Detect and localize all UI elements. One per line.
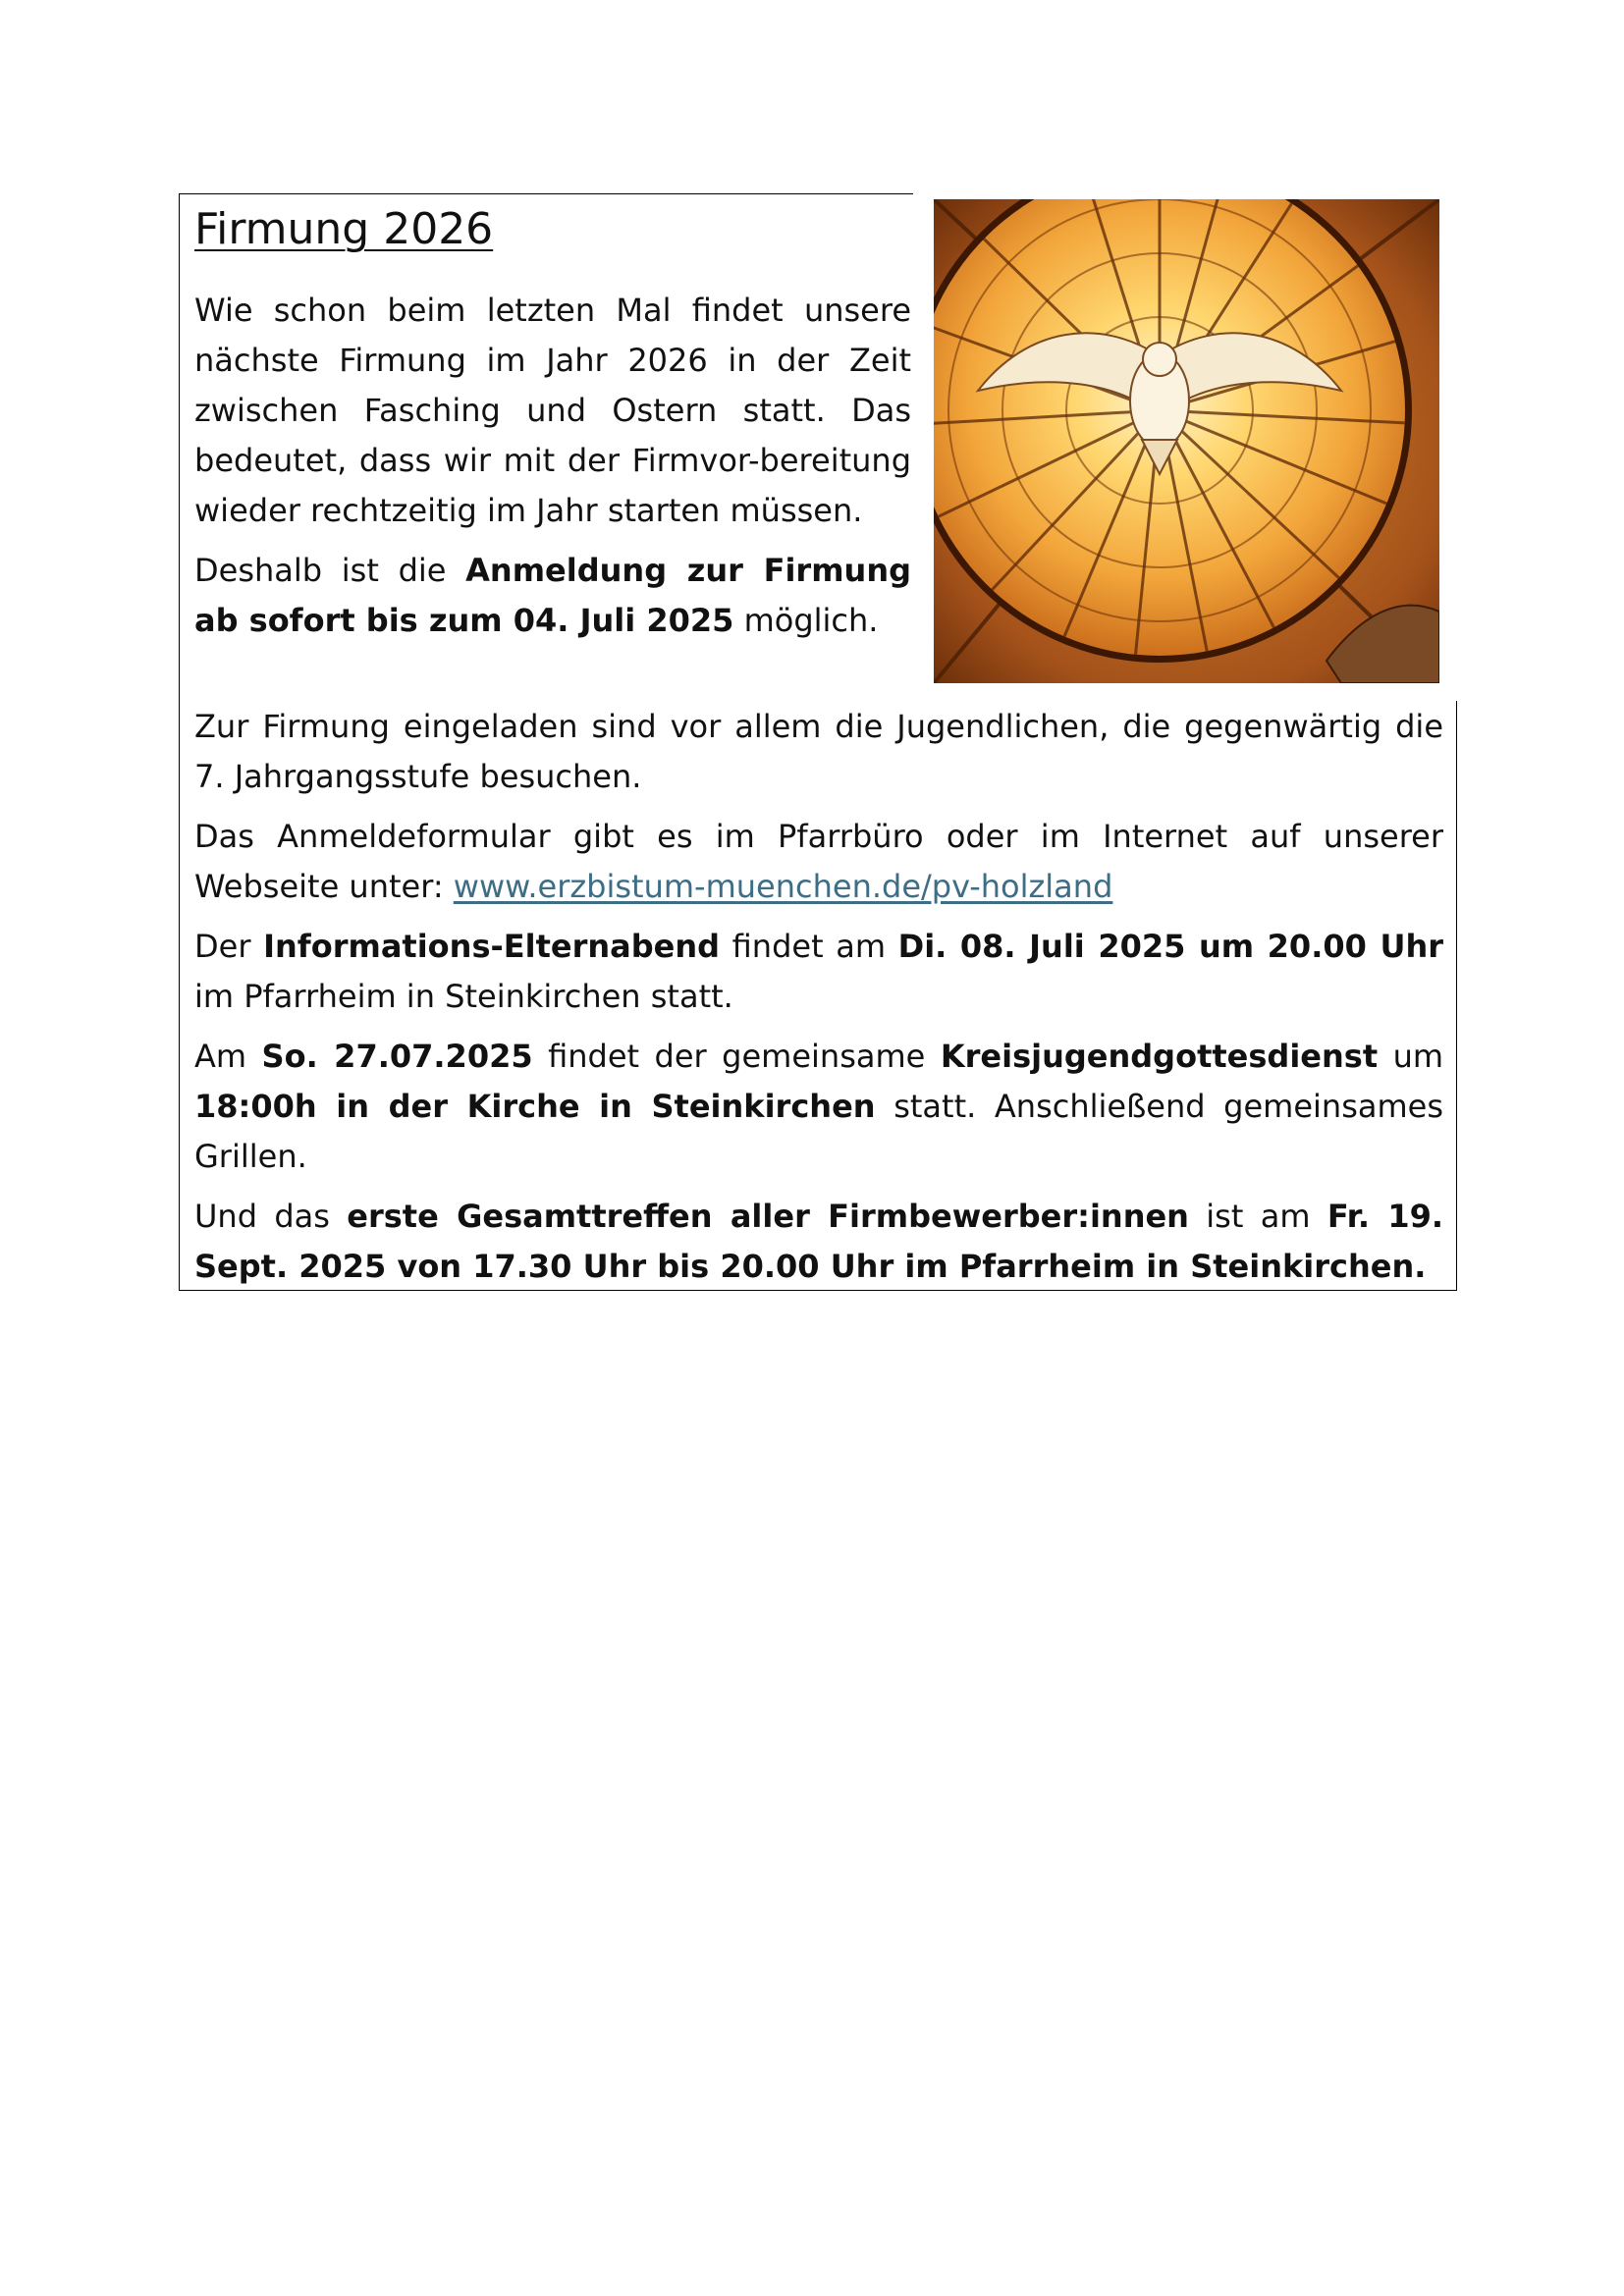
website-link[interactable]: www.erzbistum-muenchen.de/pv-holzland [453, 868, 1113, 905]
frame-left-border [179, 193, 180, 1291]
meeting-text-mid: ist am [1188, 1198, 1327, 1235]
frame-right-border [1456, 701, 1457, 1291]
service-name: Kreisjugendgottesdienst [940, 1038, 1379, 1075]
registration-deadline: Anmeldung zur Firmung ab sofort bis zum 04. Juli 2025 [194, 552, 912, 639]
form-text: Das Anmeldeformular gibt es im Pfarrbüro oder im Internet auf unserer Webseite unter: [194, 818, 1443, 905]
frame-top-border [179, 193, 913, 194]
parents-text: Der [194, 928, 264, 965]
service-text: Am [194, 1038, 262, 1075]
details-column [194, 702, 1443, 1302]
service-date: So. 27.07.2025 [261, 1038, 533, 1075]
registration-text-end: möglich. [733, 602, 879, 639]
first-meeting-paragraph [194, 1192, 1443, 1292]
form-paragraph [194, 812, 1443, 912]
parents-evening-paragraph [194, 922, 1443, 1022]
parents-text-end: im Pfarrheim in Steinkirchen statt. [194, 978, 733, 1015]
meeting-name: erste Gesamttreffen aller Firmbewerber:innen [347, 1198, 1189, 1235]
intro-paragraph: Wie schon beim letzten Mal findet unsere nächste Firmung im Jahr 2026 in der Zeit zwischen Fasching und Ostern statt. Das bedeutet, dass wir mit der Firmvor-bereitung wieder rechtzeitig im Jahr starten müssen. [194, 292, 911, 529]
service-text-um: um [1378, 1038, 1444, 1075]
page-title: Firmung 2026 [194, 204, 494, 254]
meeting-text: Und das [194, 1198, 348, 1235]
parents-evening-label: Informations-Elternabend [263, 928, 721, 965]
intro-column [194, 286, 911, 656]
registration-text: Deshalb ist die [194, 552, 466, 589]
holy-spirit-dove-window-image [934, 199, 1439, 683]
invitation-paragraph: Zur Firmung eingeladen sind vor allem die Jugendlichen, die gegenwärtig die 7. Jahrgangsstufe besuchen. [194, 708, 1443, 795]
registration-paragraph [194, 546, 911, 646]
service-text-end: statt. Anschließend gemeinsames Grillen. [194, 1088, 1443, 1175]
service-text-mid: findet der gemeinsame [532, 1038, 941, 1075]
parents-text-mid: findet am [720, 928, 898, 965]
youth-service-paragraph [194, 1032, 1443, 1182]
service-time-place: 18:00h in der Kirche in Steinkirchen [194, 1088, 876, 1125]
parents-evening-date: Di. 08. Juli 2025 um 20.00 Uhr [897, 928, 1444, 965]
meeting-date-place: Fr. 19. Sept. 2025 von 17.30 Uhr bis 20.00 Uhr im Pfarrheim in Steinkirchen. [194, 1198, 1443, 1285]
